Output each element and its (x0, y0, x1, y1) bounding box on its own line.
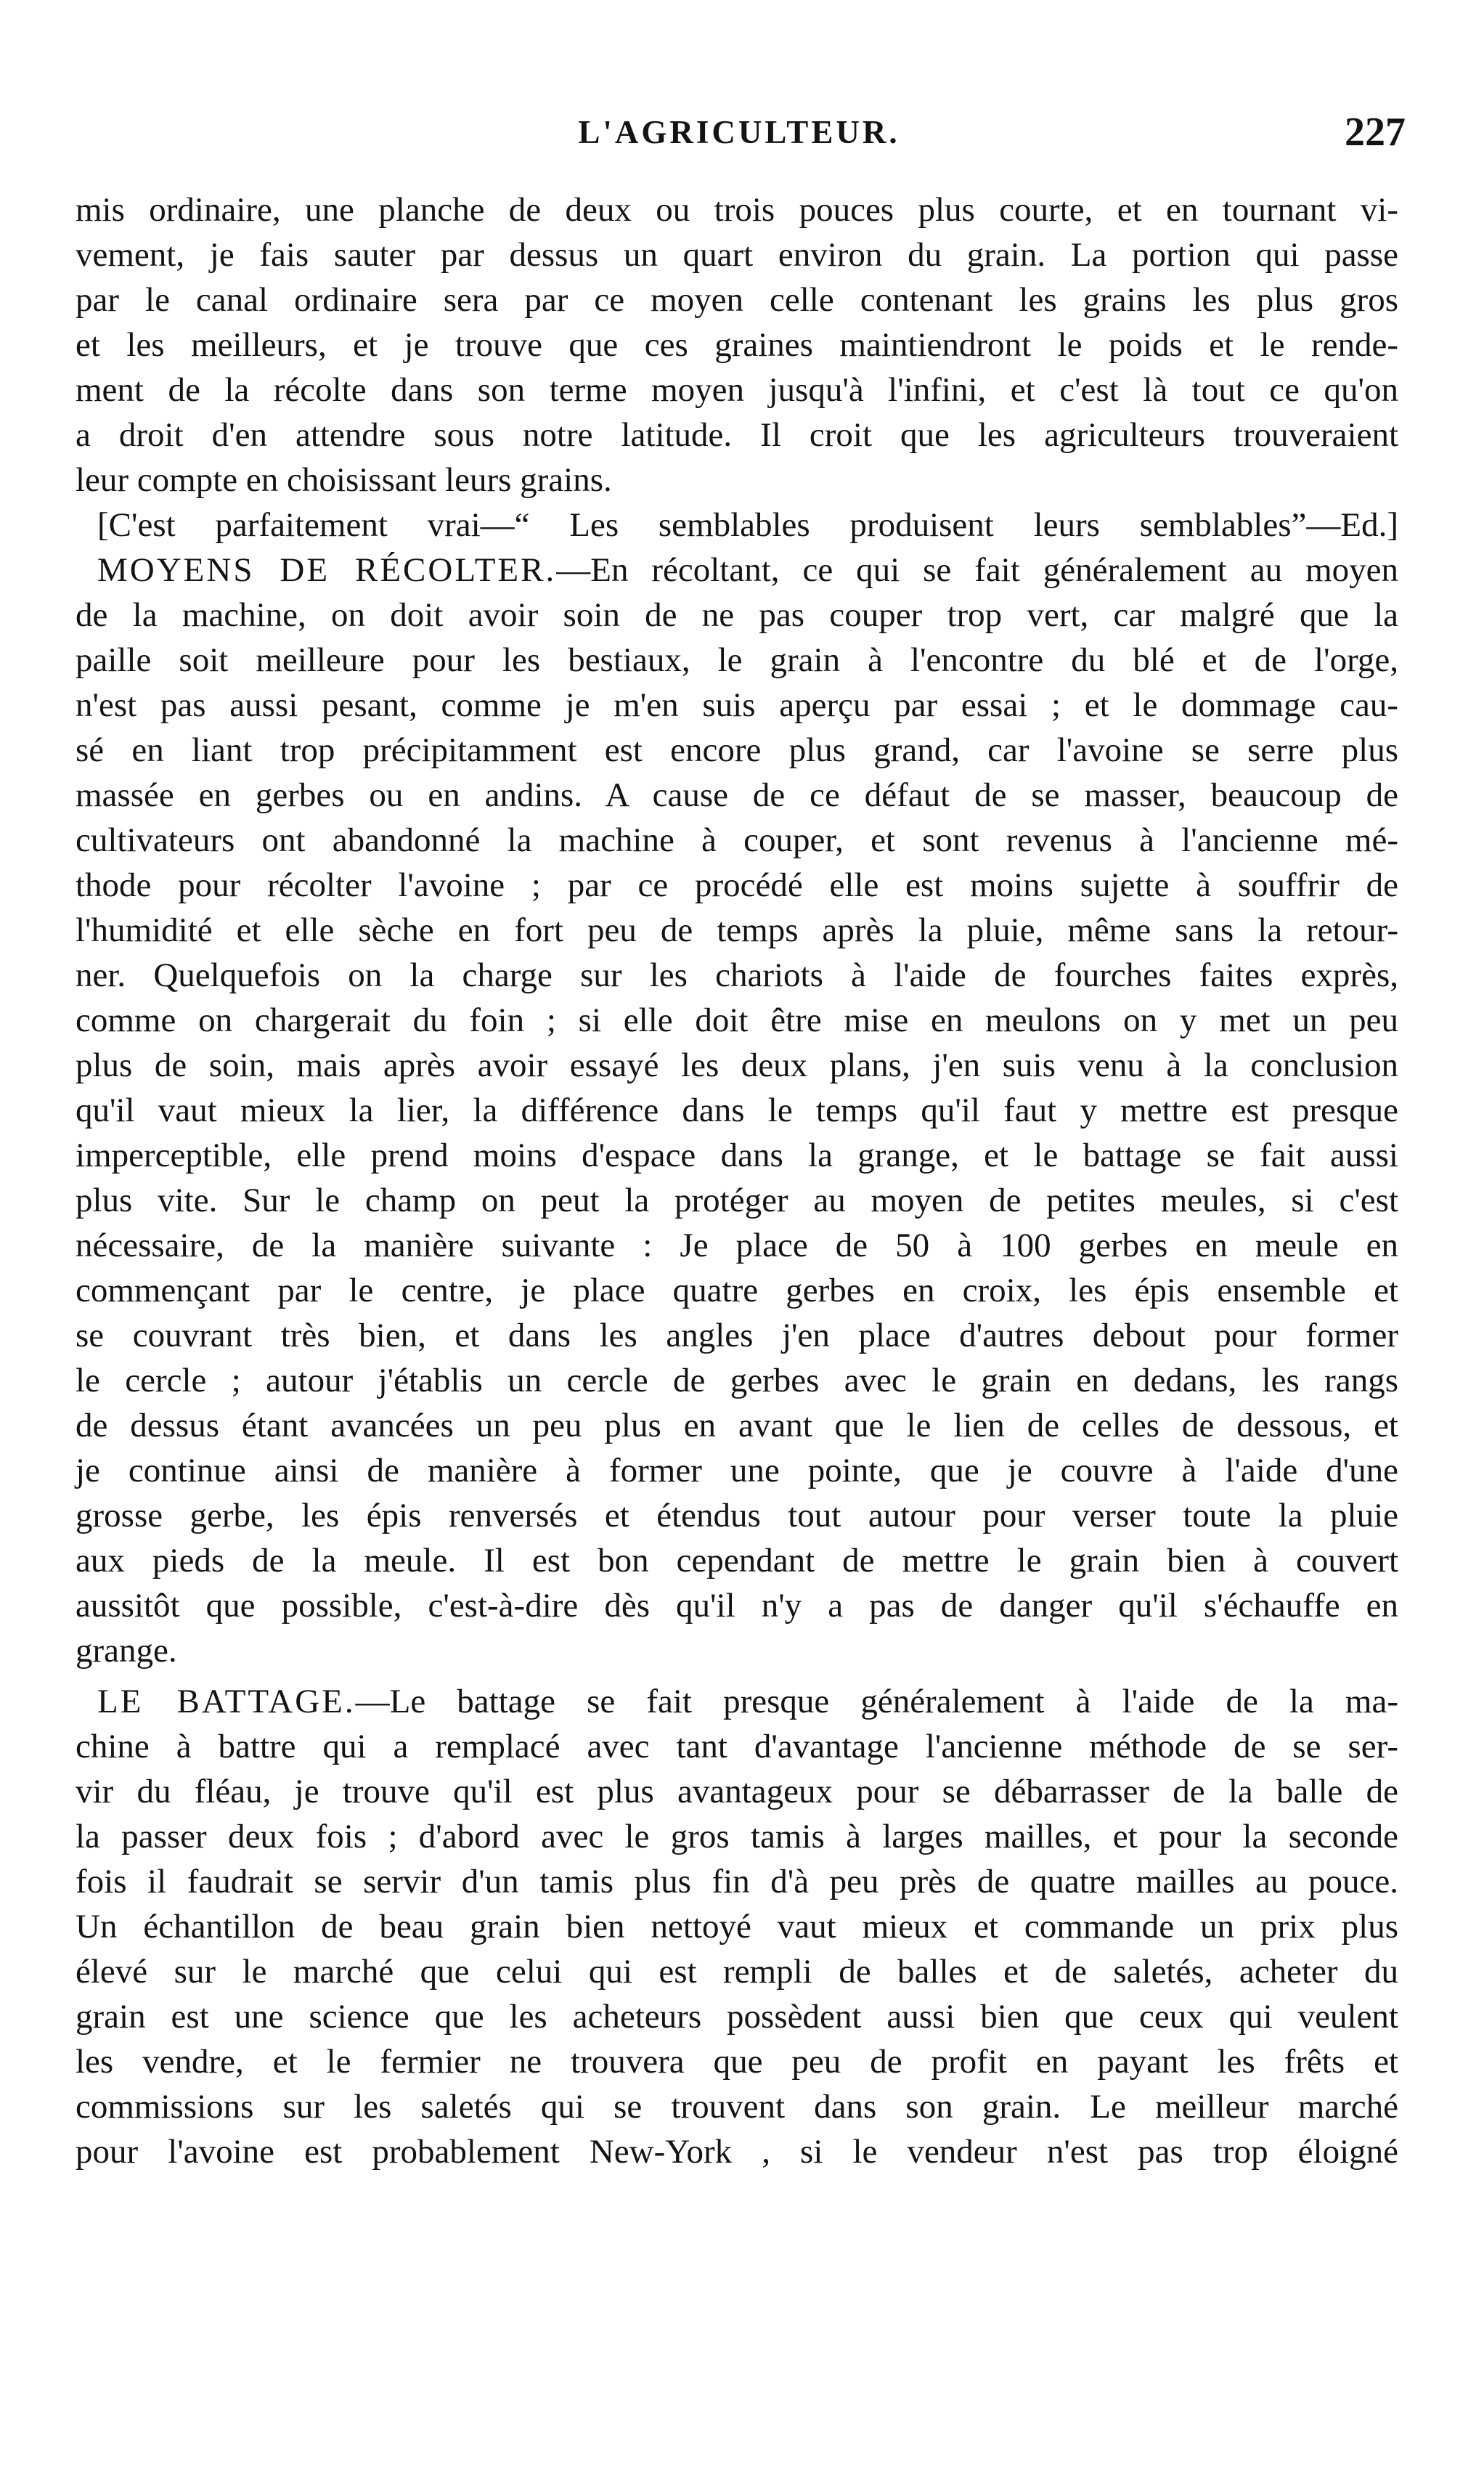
text-line: thode pour récolter l'avoine ; par ce procédé elle est moins sujette à souffrir de (76, 866, 1398, 904)
section-heading: LE BATTAGE. (97, 1683, 356, 1720)
text-line: qu'il vaut mieux la lier, la différence dans le temps qu'il faut y mettre est presque (76, 1091, 1398, 1129)
text-line: plus vite. Sur le champ on peut la protéger au moyen de petites meules, si c'est (76, 1182, 1398, 1219)
text-line (76, 1679, 1398, 1724)
text-line: de la machine, on doit avoir soin de ne pas couper trop vert, car malgré que la (76, 596, 1398, 634)
text-line: les vendre, et le fermier ne trouvera que peu de profit en payant les frêts et (76, 2043, 1398, 2081)
text-line: aussitôt que possible, c'est-à-dire dès qu'il n'y a pas de danger qu'il s'échauffe en (76, 1587, 1398, 1625)
text-line: n'est pas aussi pesant, comme je m'en suis aperçu par essai ; et le dommage cau- (76, 686, 1398, 724)
text-line: commençant par le centre, je place quatre gerbes en croix, les épis ensemble et (76, 1272, 1398, 1309)
text-line: leur compte en choisissant leurs grains. (76, 461, 612, 499)
paragraph-gap (76, 1673, 1398, 1679)
page-header (73, 109, 1406, 167)
text-line: a droit d'en attendre sous notre latitude. Il croit que les agriculteurs trouveraient (76, 416, 1398, 454)
text-line: par le canal ordinaire sera par ce moyen celle contenant les grains les plus gros (76, 281, 1398, 319)
paragraph (76, 187, 1398, 503)
text-line: vement, je fais sauter par dessus un quart environ du grain. La portion qui passe (76, 236, 1398, 274)
section-heading: MOYENS DE RÉCOLTER. (97, 551, 557, 589)
text-line: mis ordinaire, une planche de deux ou trois pouces plus courte, et en tournant vi- (76, 191, 1398, 229)
text-line: le cercle ; autour j'établis un cercle de gerbes avec le grain en dedans, les rangs (76, 1362, 1398, 1399)
text-line: aux pieds de la meule. Il est bon cependant de mettre le grain bien à couvert (76, 1542, 1398, 1579)
text-line: paille soit meilleure pour les bestiaux, le grain à l'encontre du blé et de l'orge, (76, 641, 1398, 679)
text-line: [C'est parfaitement vrai—“ Les semblables produisent leurs semblables”—Ed.] (97, 506, 1398, 544)
editor-note (76, 503, 1398, 548)
text-line: massée en gerbes ou en andins. A cause de ce défaut de se masser, beaucoup de (76, 776, 1398, 814)
paragraph (76, 548, 1398, 1673)
text-line: de dessus étant avancées un peu plus en avant que le lien de celles de dessous, et (76, 1407, 1398, 1444)
text-run: —Le battage se fait presque généralement à l'aide de la ma- (355, 1683, 1399, 1720)
text-line: vir du fléau, je trouve qu'il est plus avantageux pour se débarrasser de la balle de (76, 1773, 1398, 1810)
text-line (76, 548, 1398, 593)
text-line: pour l'avoine est probablement New-York , si le vendeur n'est pas trop éloigné (76, 2133, 1398, 2171)
text-line: sé en liant trop précipitamment est encore plus grand, car l'avoine se serre plus (76, 731, 1398, 769)
text-line: plus de soin, mais après avoir essayé les deux plans, j'en suis venu à la conclusion (76, 1046, 1398, 1084)
text-line: grange. (76, 1632, 177, 1670)
text-line: l'humidité et elle sèche en fort peu de temps après la pluie, même sans la retour- (76, 911, 1398, 949)
text-line: chine à battre qui a remplacé avec tant d'avantage l'ancienne méthode de se ser- (76, 1728, 1398, 1765)
text-line: je continue ainsi de manière à former une pointe, que je couvre à l'aide d'une (76, 1452, 1398, 1489)
text-line: comme on chargerait du foin ; si elle doit être mise en meulons on y met un peu (76, 1001, 1398, 1039)
text-line: cultivateurs ont abandonné la machine à couper, et sont revenus à l'ancienne mé- (76, 821, 1398, 859)
text-line: grosse gerbe, les épis renversés et étendus tout autour pour verser toute la pluie (76, 1497, 1398, 1534)
text-line: et les meilleurs, et je trouve que ces graines maintiendront le poids et le rende- (76, 326, 1398, 364)
running-head: L'AGRICULTEUR. (578, 114, 900, 150)
body-text (76, 187, 1398, 2174)
text-line: Un échantillon de beau grain bien nettoyé vaut mieux et commande un prix plus (76, 1908, 1398, 1946)
text-line: grain est une science que les acheteurs possèdent aussi bien que ceux qui veulent (76, 1998, 1398, 2036)
text-line: nécessaire, de la manière suivante : Je place de 50 à 100 gerbes en meule en (76, 1227, 1398, 1264)
text-line: fois il faudrait se servir d'un tamis plus fin d'à peu près de quatre mailles au pouce. (76, 1863, 1398, 1900)
text-line: imperceptible, elle prend moins d'espace dans la grange, et le battage se fait aussi (76, 1137, 1398, 1174)
paragraph (76, 1679, 1398, 2174)
text-line: ner. Quelquefois on la charge sur les chariots à l'aide de fourches faites exprès, (76, 956, 1398, 994)
text-line: ment de la récolte dans son terme moyen jusqu'à l'infini, et c'est là tout ce qu'on (76, 371, 1398, 409)
text-line: commissions sur les saletés qui se trouvent dans son grain. Le meilleur marché (76, 2088, 1398, 2126)
page-number: 227 (1345, 110, 1406, 155)
text-line: se couvrant très bien, et dans les angles j'en place d'autres debout pour former (76, 1317, 1398, 1354)
text-run: —En récoltant, ce qui se fait généralement au moyen (556, 551, 1398, 589)
text-line: élevé sur le marché que celui qui est rempli de balles et de saletés, acheter du (76, 1953, 1398, 1991)
text-line: la passer deux fois ; d'abord avec le gros tamis à larges mailles, et pour la seconde (76, 1818, 1398, 1855)
